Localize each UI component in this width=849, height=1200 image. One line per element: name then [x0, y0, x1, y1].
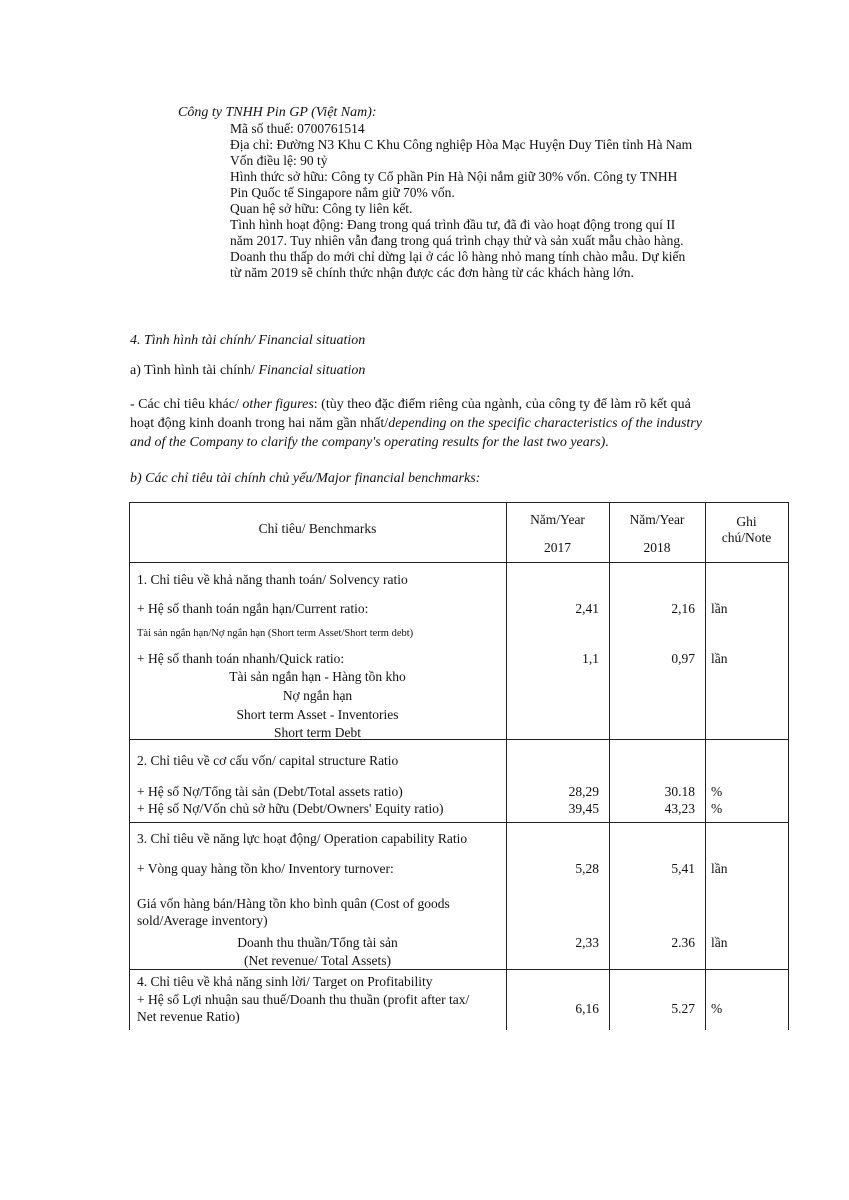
revenue-assets-unit: lần	[711, 935, 728, 950]
company-name: Công ty TNHH Pin GP (Việt Nam):	[178, 105, 377, 120]
subsection-a	[130, 362, 365, 379]
header-note-line2: chú/Note	[721, 530, 772, 545]
quick-ratio-denominator-vi: Nợ ngắn hạn	[282, 688, 353, 703]
header-year-2017: 2017	[544, 540, 571, 555]
current-ratio-label: + Hệ số thanh toán ngắn hạn/Current ratio:	[137, 601, 369, 616]
table-divider-note	[705, 502, 706, 1030]
subsection-b-heading: b) Các chỉ tiêu tài chính chủ yếu/Major financial benchmarks:	[130, 471, 481, 486]
g4-title: 4. Chỉ tiêu về khả năng sinh lời/ Target on Profitability	[137, 974, 433, 989]
profit-ratio-unit: %	[711, 1001, 723, 1016]
other-figures-line2	[130, 415, 702, 432]
inventory-turnover-unit: lần	[711, 861, 728, 876]
revenue-assets-label-en: (Net revenue/ Total Assets)	[244, 953, 391, 968]
ownership-form-line1: Hình thức sở hữu: Công ty Cổ phần Pin Hà Nội nắm giữ 30% vốn. Công ty TNHH	[230, 169, 678, 184]
inventory-turnover-2017: 5,28	[575, 861, 599, 876]
debt-assets-label: + Hệ số Nợ/Tổng tài sản (Debt/Total assets ratio)	[137, 784, 403, 799]
subsection-a-italic: Financial situation	[258, 363, 366, 378]
inventory-turnover-2018: 5,41	[671, 861, 695, 876]
current-ratio-2017: 2,41	[575, 601, 599, 616]
ownership-relation: Quan hệ sở hữu: Công ty liên kết.	[230, 201, 413, 216]
table-header-divider	[129, 562, 789, 563]
header-year-2018-label: Năm/Year	[629, 512, 685, 527]
debt-equity-label: + Hệ số Nợ/Vốn chủ sở hữu (Debt/Owners' Equity ratio)	[137, 801, 444, 816]
company-details	[230, 121, 692, 281]
revenue-assets-2017: 2,33	[575, 935, 599, 950]
debt-equity-2017: 39,45	[568, 801, 599, 816]
table-border-top	[129, 502, 789, 503]
subsection-a-label: a) Tình hình tài chính/	[130, 363, 259, 378]
table-divider-g3	[129, 822, 789, 823]
revenue-assets-2018: 2.36	[671, 935, 695, 950]
section-heading: 4. Tình hình tài chính/ Financial situation	[130, 333, 366, 348]
header-benchmarks: Chỉ tiêu/ Benchmarks	[258, 521, 377, 536]
header-note-line1: Ghi	[736, 514, 757, 529]
profit-ratio-line1: + Hệ số Lợi nhuận sau thuế/Doanh thu thuần (profit after tax/	[137, 992, 470, 1007]
charter-capital: Vốn điều lệ: 90 tỷ	[230, 153, 328, 168]
current-ratio-unit: lần	[711, 601, 728, 616]
header-year-2018: 2018	[643, 540, 671, 555]
operation-status-line2: năm 2017. Tuy nhiên vẫn đang trong quá trình chạy thử và sản xuất mẫu chào hàng.	[230, 233, 684, 248]
profit-ratio-2017: 6,16	[575, 1001, 599, 1016]
quick-ratio-label: + Hệ số thanh toán nhanh/Quick ratio:	[137, 651, 345, 666]
other-figures-line1	[130, 396, 691, 413]
inventory-turnover-label: + Vòng quay hàng tồn kho/ Inventory turnover:	[137, 861, 394, 876]
other-figures-italic: other figures	[242, 397, 314, 412]
operation-status-line3: Doanh thu thấp do mới chỉ dừng lại ở các lô hàng nhỏ mang tính chào mẫu. Dự kiến	[230, 249, 686, 264]
address: Địa chỉ: Đường N3 Khu C Khu Công nghiệp Hòa Mạc Huyện Duy Tiên tỉnh Hà Nam	[230, 137, 693, 152]
revenue-assets-label: Doanh thu thuần/Tổng tài sản	[237, 935, 398, 950]
debt-equity-2018: 43,23	[664, 801, 695, 816]
current-ratio-2018: 2,16	[671, 601, 695, 616]
debt-assets-2017: 28,29	[568, 784, 599, 799]
profit-ratio-2018: 5.27	[671, 1001, 695, 1016]
quick-ratio-2017: 1,1	[582, 651, 599, 666]
profit-ratio-line2: Net revenue Ratio)	[137, 1009, 240, 1024]
quick-ratio-numerator-vi: Tài sản ngắn hạn - Hàng tồn kho	[229, 669, 406, 684]
other-figures-prefix: - Các chỉ tiêu khác/	[130, 397, 243, 412]
other-figures-text: : (tùy theo đặc điểm riêng của ngành, của công ty để làm rõ kết quả	[313, 397, 691, 412]
other-figures-line3: and of the Company to clarify the company's operating results for the last two years).	[130, 435, 609, 450]
operation-status-line4: từ năm 2019 sẽ chính thức nhận được các đơn hàng từ các khách hàng lớn.	[230, 265, 634, 280]
table-divider-g4	[129, 969, 789, 970]
operation-status-line1: Tình hình hoạt động: Đang trong quá trình đầu tư, đã đi vào hoạt động trong quí II	[230, 217, 676, 232]
quick-ratio-denominator-en: Short term Debt	[274, 725, 361, 740]
company-block	[178, 104, 692, 281]
debt-equity-unit: %	[711, 801, 723, 816]
g1-title: 1. Chỉ tiêu về khả năng thanh toán/ Solvency ratio	[137, 572, 408, 587]
financial-benchmarks-table	[129, 502, 789, 1030]
debt-assets-unit: %	[711, 784, 723, 799]
debt-assets-2018: 30.18	[664, 784, 695, 799]
tax-code: Mã số thuế: 0700761514	[230, 121, 365, 136]
g2-title: 2. Chỉ tiêu về cơ cấu vốn/ capital structure Ratio	[137, 753, 399, 768]
cogs-formula-line1: Giá vốn hàng bán/Hàng tồn kho bình quân (Cost of goods	[137, 896, 450, 911]
header-year-2017-label: Năm/Year	[530, 512, 585, 527]
quick-ratio-2018: 0,97	[671, 651, 695, 666]
current-ratio-formula: Tài sản ngắn hạn/Nợ ngắn hạn (Short term Asset/Short term debt)	[137, 628, 414, 639]
table-border-right	[788, 502, 789, 1030]
quick-ratio-unit: lần	[711, 651, 728, 666]
other-figures-line2-plain: hoạt động kinh doanh trong hai năm gần nhất/	[130, 416, 389, 431]
other-figures-line2-italic: depending on the specific characteristics of the industry	[388, 416, 702, 431]
ownership-form-line2: Pin Quốc tế Singapore nắm giữ 70% vốn.	[230, 185, 455, 200]
g3-title: 3. Chỉ tiêu về năng lực hoạt động/ Operation capability Ratio	[137, 831, 468, 846]
cogs-formula-line2: sold/Average inventory)	[137, 913, 268, 928]
quick-ratio-numerator-en: Short term Asset - Inventories	[236, 707, 399, 722]
